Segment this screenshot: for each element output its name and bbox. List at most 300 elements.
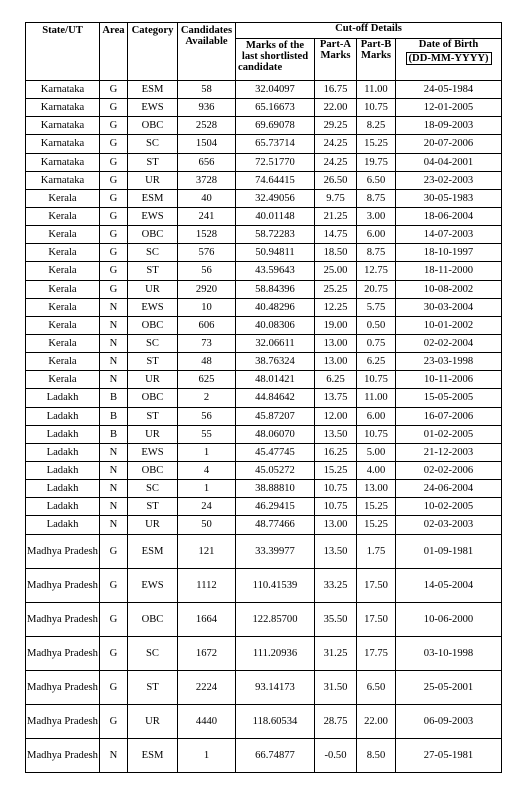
cell-part-b: 8.50 [357, 738, 396, 772]
cell-category: SC [128, 480, 178, 498]
cell-category: ST [128, 670, 178, 704]
cell-candidates: 56 [178, 262, 236, 280]
cell-part-b: 6.50 [357, 670, 396, 704]
cell-state: Ladakh [26, 498, 100, 516]
cell-category: OBC [128, 602, 178, 636]
cell-state: Karnataka [26, 135, 100, 153]
cell-part-a: 26.50 [315, 171, 357, 189]
cell-state: Karnataka [26, 171, 100, 189]
cell-part-a: 24.25 [315, 153, 357, 171]
cell-part-a: 21.25 [315, 207, 357, 225]
cell-part-a: 13.75 [315, 389, 357, 407]
cell-marks: 58.72283 [236, 226, 315, 244]
cell-area: G [100, 568, 128, 602]
cell-part-b: 0.50 [357, 316, 396, 334]
cell-part-b: 15.25 [357, 498, 396, 516]
cell-part-a: 25.25 [315, 280, 357, 298]
table-row [26, 534, 502, 568]
cell-part-a: 13.50 [315, 425, 357, 443]
cell-state: Ladakh [26, 461, 100, 479]
dob-format-box: (DD-MM-YYYY) [406, 52, 492, 65]
cell-category: UR [128, 516, 178, 534]
cell-dob: 18-09-2003 [396, 117, 502, 135]
cell-area: G [100, 534, 128, 568]
cell-category: UR [128, 171, 178, 189]
cell-part-a: 10.75 [315, 498, 357, 516]
cell-part-a: 31.25 [315, 636, 357, 670]
header-cutoff-details: Cut-off Details [236, 23, 502, 39]
cell-area: N [100, 371, 128, 389]
cell-area: G [100, 207, 128, 225]
cell-part-a: 33.25 [315, 568, 357, 602]
cell-state: Ladakh [26, 407, 100, 425]
cell-marks: 44.84642 [236, 389, 315, 407]
cell-part-a: 25.00 [315, 262, 357, 280]
cell-marks: 45.05272 [236, 461, 315, 479]
cell-dob: 01-09-1981 [396, 534, 502, 568]
cell-marks: 38.76324 [236, 353, 315, 371]
table-row [26, 371, 502, 389]
cell-area: G [100, 189, 128, 207]
table-row [26, 81, 502, 99]
table-row [26, 636, 502, 670]
cell-dob: 24-05-1984 [396, 81, 502, 99]
cell-candidates: 10 [178, 298, 236, 316]
cell-part-b: 8.75 [357, 244, 396, 262]
cell-dob: 18-11-2000 [396, 262, 502, 280]
cell-dob: 21-12-2003 [396, 443, 502, 461]
cell-dob: 02-02-2006 [396, 461, 502, 479]
table-row [26, 670, 502, 704]
cell-state: Karnataka [26, 81, 100, 99]
cell-state: Karnataka [26, 99, 100, 117]
table-row [26, 425, 502, 443]
cell-part-b: 6.25 [357, 353, 396, 371]
cell-candidates: 576 [178, 244, 236, 262]
cell-candidates: 1504 [178, 135, 236, 153]
table-row [26, 480, 502, 498]
cell-candidates: 606 [178, 316, 236, 334]
cell-category: EWS [128, 298, 178, 316]
cell-part-b: 0.75 [357, 334, 396, 352]
table-row [26, 189, 502, 207]
cell-state: Kerala [26, 316, 100, 334]
cell-category: OBC [128, 226, 178, 244]
cell-marks: 122.85700 [236, 602, 315, 636]
table-row [26, 516, 502, 534]
cell-dob: 10-01-2002 [396, 316, 502, 334]
cell-part-a: 35.50 [315, 602, 357, 636]
cell-dob: 30-05-1983 [396, 189, 502, 207]
cell-dob: 12-01-2005 [396, 99, 502, 117]
cell-candidates: 50 [178, 516, 236, 534]
cell-state: Ladakh [26, 425, 100, 443]
cell-part-b: 6.50 [357, 171, 396, 189]
cell-marks: 33.39977 [236, 534, 315, 568]
table-row [26, 298, 502, 316]
table-row [26, 316, 502, 334]
cell-area: G [100, 81, 128, 99]
table-row [26, 334, 502, 352]
cell-marks: 66.74877 [236, 738, 315, 772]
cell-area: B [100, 389, 128, 407]
cell-dob: 06-09-2003 [396, 704, 502, 738]
cell-part-a: 16.25 [315, 443, 357, 461]
cell-part-a: 22.00 [315, 99, 357, 117]
cell-candidates: 121 [178, 534, 236, 568]
cell-category: ESM [128, 81, 178, 99]
cell-state: Kerala [26, 207, 100, 225]
cell-marks: 65.73714 [236, 135, 315, 153]
cell-marks: 74.64415 [236, 171, 315, 189]
cell-candidates: 1672 [178, 636, 236, 670]
cell-state: Kerala [26, 298, 100, 316]
cell-category: ST [128, 153, 178, 171]
table-row [26, 117, 502, 135]
cell-state: Karnataka [26, 153, 100, 171]
cell-candidates: 625 [178, 371, 236, 389]
cell-category: OBC [128, 316, 178, 334]
cell-dob: 01-02-2005 [396, 425, 502, 443]
cell-candidates: 2224 [178, 670, 236, 704]
cell-area: G [100, 670, 128, 704]
cell-dob: 25-05-2001 [396, 670, 502, 704]
table-row [26, 353, 502, 371]
cell-category: EWS [128, 99, 178, 117]
cell-state: Kerala [26, 371, 100, 389]
cell-category: OBC [128, 117, 178, 135]
cell-part-a: 10.75 [315, 480, 357, 498]
cell-state: Ladakh [26, 389, 100, 407]
cell-part-a: 9.75 [315, 189, 357, 207]
cell-candidates: 1 [178, 738, 236, 772]
cell-state: Ladakh [26, 516, 100, 534]
header-category: Category [128, 23, 178, 81]
cell-candidates: 1112 [178, 568, 236, 602]
cell-dob: 10-08-2002 [396, 280, 502, 298]
cell-dob: 10-02-2005 [396, 498, 502, 516]
cell-part-b: 3.00 [357, 207, 396, 225]
cell-part-b: 17.50 [357, 568, 396, 602]
cell-dob: 02-02-2004 [396, 334, 502, 352]
cell-category: ESM [128, 189, 178, 207]
cell-state: Madhya Pradesh [26, 738, 100, 772]
header-candidates-available: Candidates Available [178, 23, 236, 81]
cell-candidates: 56 [178, 407, 236, 425]
header-part-b-marks: Part-B Marks [357, 39, 396, 81]
cell-area: N [100, 316, 128, 334]
cell-candidates: 2920 [178, 280, 236, 298]
cell-state: Kerala [26, 262, 100, 280]
cell-category: ST [128, 407, 178, 425]
cell-category: UR [128, 371, 178, 389]
cell-candidates: 58 [178, 81, 236, 99]
cell-part-a: 29.25 [315, 117, 357, 135]
cell-category: SC [128, 135, 178, 153]
cell-marks: 40.01148 [236, 207, 315, 225]
table-row [26, 207, 502, 225]
cell-part-b: 17.50 [357, 602, 396, 636]
cell-candidates: 1 [178, 443, 236, 461]
table-row [26, 568, 502, 602]
cell-part-a: -0.50 [315, 738, 357, 772]
cell-dob: 18-10-1997 [396, 244, 502, 262]
cell-dob: 04-04-2001 [396, 153, 502, 171]
cell-area: G [100, 602, 128, 636]
table-row [26, 461, 502, 479]
cell-part-a: 12.00 [315, 407, 357, 425]
cell-state: Madhya Pradesh [26, 670, 100, 704]
cell-part-b: 15.25 [357, 516, 396, 534]
cell-state: Kerala [26, 226, 100, 244]
cell-state: Madhya Pradesh [26, 602, 100, 636]
cell-marks: 58.84396 [236, 280, 315, 298]
cell-area: N [100, 334, 128, 352]
cell-marks: 50.94811 [236, 244, 315, 262]
cell-candidates: 2 [178, 389, 236, 407]
cell-part-b: 1.75 [357, 534, 396, 568]
cell-marks: 48.06070 [236, 425, 315, 443]
cell-category: UR [128, 704, 178, 738]
cell-area: N [100, 738, 128, 772]
cell-category: ESM [128, 534, 178, 568]
cell-dob: 27-05-1981 [396, 738, 502, 772]
cell-part-b: 8.25 [357, 117, 396, 135]
cell-dob: 24-06-2004 [396, 480, 502, 498]
cell-marks: 65.16673 [236, 99, 315, 117]
cutoff-table [25, 22, 502, 773]
cell-part-b: 20.75 [357, 280, 396, 298]
cell-marks: 93.14173 [236, 670, 315, 704]
cell-part-b: 8.75 [357, 189, 396, 207]
cell-part-a: 13.00 [315, 353, 357, 371]
cell-dob: 14-05-2004 [396, 568, 502, 602]
cell-dob: 02-03-2003 [396, 516, 502, 534]
cell-area: G [100, 135, 128, 153]
cell-category: SC [128, 636, 178, 670]
cell-dob: 14-07-2003 [396, 226, 502, 244]
cell-candidates: 55 [178, 425, 236, 443]
cell-category: UR [128, 280, 178, 298]
table-row [26, 602, 502, 636]
cell-category: OBC [128, 461, 178, 479]
cell-state: Ladakh [26, 443, 100, 461]
cell-part-a: 13.00 [315, 516, 357, 534]
cell-part-b: 6.00 [357, 226, 396, 244]
cell-candidates: 1664 [178, 602, 236, 636]
cell-state: Madhya Pradesh [26, 534, 100, 568]
cell-category: ST [128, 262, 178, 280]
cell-part-b: 11.00 [357, 81, 396, 99]
cell-category: ST [128, 498, 178, 516]
table-row [26, 226, 502, 244]
cell-marks: 32.49056 [236, 189, 315, 207]
cell-marks: 38.88810 [236, 480, 315, 498]
cell-category: EWS [128, 207, 178, 225]
cell-marks: 111.20936 [236, 636, 315, 670]
cell-part-a: 6.25 [315, 371, 357, 389]
cell-part-a: 12.25 [315, 298, 357, 316]
table-row [26, 407, 502, 425]
cell-candidates: 1528 [178, 226, 236, 244]
cell-state: Kerala [26, 353, 100, 371]
cell-category: ESM [128, 738, 178, 772]
cell-category: ST [128, 353, 178, 371]
cell-marks: 32.06611 [236, 334, 315, 352]
cell-part-a: 14.75 [315, 226, 357, 244]
table-row [26, 498, 502, 516]
cell-part-b: 10.75 [357, 371, 396, 389]
cell-dob: 30-03-2004 [396, 298, 502, 316]
cell-part-b: 6.00 [357, 407, 396, 425]
cell-marks: 45.87207 [236, 407, 315, 425]
cell-area: N [100, 461, 128, 479]
cell-part-a: 31.50 [315, 670, 357, 704]
table-row [26, 99, 502, 117]
cell-part-b: 13.00 [357, 480, 396, 498]
cell-part-a: 15.25 [315, 461, 357, 479]
cell-candidates: 2528 [178, 117, 236, 135]
cell-part-b: 10.75 [357, 99, 396, 117]
cell-part-a: 16.75 [315, 81, 357, 99]
table-body [26, 81, 502, 773]
cell-category: EWS [128, 443, 178, 461]
header-state-ut: State/UT [26, 23, 100, 81]
table-row [26, 171, 502, 189]
cell-marks: 32.04097 [236, 81, 315, 99]
cell-candidates: 40 [178, 189, 236, 207]
cell-area: N [100, 353, 128, 371]
table-row [26, 135, 502, 153]
cell-category: SC [128, 334, 178, 352]
header-date-of-birth: Date of Birth (DD-MM-YYYY) [396, 39, 502, 81]
cell-state: Kerala [26, 280, 100, 298]
cell-dob: 10-06-2000 [396, 602, 502, 636]
cell-state: Kerala [26, 334, 100, 352]
cell-area: G [100, 636, 128, 670]
cell-part-a: 18.50 [315, 244, 357, 262]
cell-area: N [100, 443, 128, 461]
cell-category: OBC [128, 389, 178, 407]
cell-area: B [100, 407, 128, 425]
cell-area: G [100, 280, 128, 298]
table-row [26, 280, 502, 298]
cell-part-b: 5.75 [357, 298, 396, 316]
cell-part-a: 13.50 [315, 534, 357, 568]
cell-marks: 45.47745 [236, 443, 315, 461]
cell-marks: 118.60534 [236, 704, 315, 738]
cell-dob: 10-11-2006 [396, 371, 502, 389]
cell-dob: 23-03-1998 [396, 353, 502, 371]
header-marks-last-shortlisted: Marks of the last shortlisted candidate [236, 39, 315, 81]
table-row [26, 262, 502, 280]
table-row [26, 704, 502, 738]
cell-area: G [100, 171, 128, 189]
cell-part-b: 19.75 [357, 153, 396, 171]
cell-part-a: 24.25 [315, 135, 357, 153]
cell-dob: 03-10-1998 [396, 636, 502, 670]
cell-marks: 69.69078 [236, 117, 315, 135]
cell-state: Madhya Pradesh [26, 636, 100, 670]
cell-area: N [100, 498, 128, 516]
cell-dob: 23-02-2003 [396, 171, 502, 189]
cell-area: G [100, 226, 128, 244]
cell-part-b: 22.00 [357, 704, 396, 738]
cell-area: G [100, 99, 128, 117]
cell-candidates: 24 [178, 498, 236, 516]
cell-part-b: 15.25 [357, 135, 396, 153]
cell-candidates: 936 [178, 99, 236, 117]
cell-candidates: 656 [178, 153, 236, 171]
cell-marks: 40.48296 [236, 298, 315, 316]
cell-dob: 15-05-2005 [396, 389, 502, 407]
cell-part-a: 13.00 [315, 334, 357, 352]
cell-candidates: 48 [178, 353, 236, 371]
cell-area: N [100, 480, 128, 498]
cell-state: Kerala [26, 189, 100, 207]
cell-candidates: 4 [178, 461, 236, 479]
cell-candidates: 73 [178, 334, 236, 352]
cell-marks: 48.77466 [236, 516, 315, 534]
cell-area: B [100, 425, 128, 443]
cell-area: N [100, 516, 128, 534]
cell-part-b: 11.00 [357, 389, 396, 407]
cell-marks: 46.29415 [236, 498, 315, 516]
table-header [26, 23, 502, 81]
cell-state: Madhya Pradesh [26, 568, 100, 602]
cell-area: G [100, 262, 128, 280]
cell-marks: 43.59643 [236, 262, 315, 280]
cell-candidates: 241 [178, 207, 236, 225]
cell-candidates: 4440 [178, 704, 236, 738]
cell-dob: 16-07-2006 [396, 407, 502, 425]
cell-area: G [100, 153, 128, 171]
cell-part-b: 12.75 [357, 262, 396, 280]
cell-part-a: 28.75 [315, 704, 357, 738]
cell-dob: 20-07-2006 [396, 135, 502, 153]
cell-part-a: 19.00 [315, 316, 357, 334]
header-area: Area [100, 23, 128, 81]
cell-part-b: 17.75 [357, 636, 396, 670]
cell-state: Ladakh [26, 480, 100, 498]
cell-state: Madhya Pradesh [26, 704, 100, 738]
cell-category: SC [128, 244, 178, 262]
cell-area: G [100, 704, 128, 738]
cell-marks: 40.08306 [236, 316, 315, 334]
cell-area: G [100, 244, 128, 262]
table-row [26, 244, 502, 262]
table-row [26, 738, 502, 772]
table-row [26, 153, 502, 171]
cell-part-b: 5.00 [357, 443, 396, 461]
cell-state: Karnataka [26, 117, 100, 135]
cell-category: EWS [128, 568, 178, 602]
cell-candidates: 3728 [178, 171, 236, 189]
cell-state: Kerala [26, 244, 100, 262]
table-row [26, 443, 502, 461]
header-part-a-marks: Part-A Marks [315, 39, 357, 81]
cell-area: G [100, 117, 128, 135]
cell-marks: 110.41539 [236, 568, 315, 602]
cell-candidates: 1 [178, 480, 236, 498]
cell-part-b: 4.00 [357, 461, 396, 479]
table-row [26, 389, 502, 407]
cell-marks: 48.01421 [236, 371, 315, 389]
cell-area: N [100, 298, 128, 316]
cell-dob: 18-06-2004 [396, 207, 502, 225]
cell-part-b: 10.75 [357, 425, 396, 443]
cell-category: UR [128, 425, 178, 443]
